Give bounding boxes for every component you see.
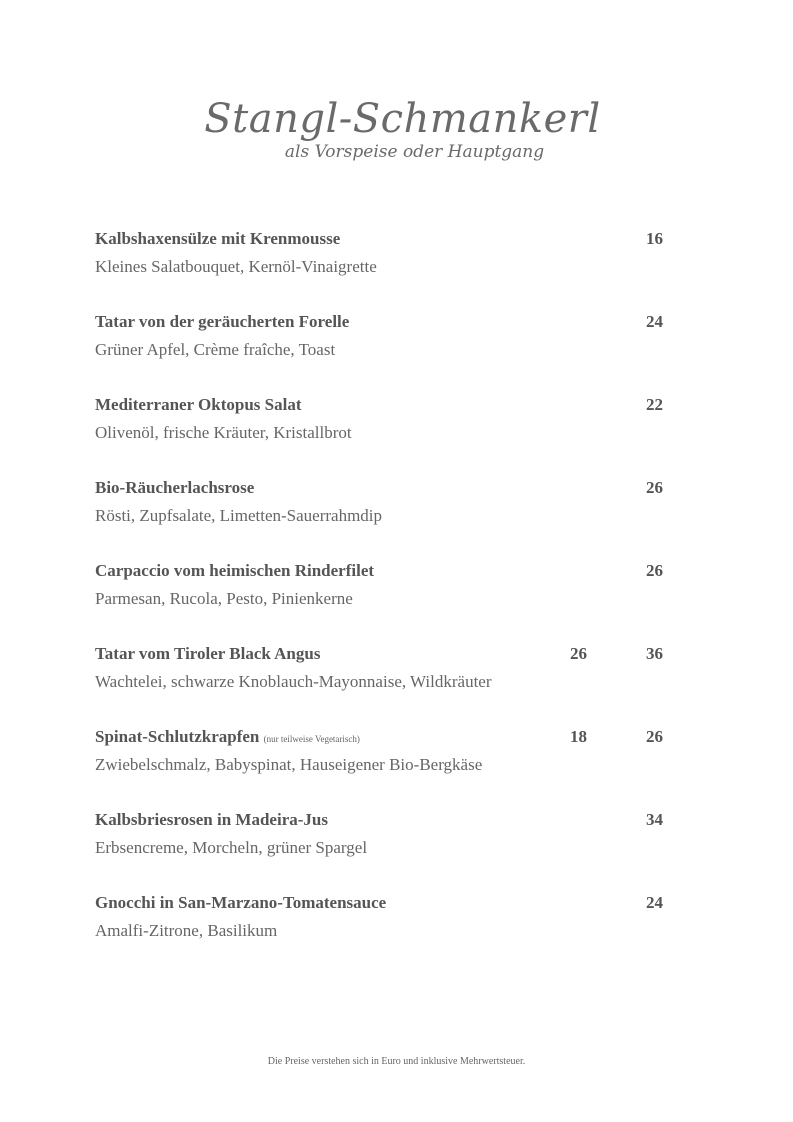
item-name: Bio-Räucherlachsrose — [95, 478, 255, 497]
menu-item — [95, 891, 667, 974]
menu-list — [95, 227, 667, 974]
item-note: (nur teilweise Vegetarisch) — [263, 734, 360, 744]
menu-item — [95, 642, 667, 725]
item-description: Olivenöl, frische Kräuter, Kristallbrot — [95, 423, 352, 442]
item-description: Rösti, Zupfsalate, Limetten-Sauerrahmdip — [95, 506, 383, 525]
menu-item — [95, 476, 667, 559]
item-description: Wachtelei, schwarze Knoblauch-Mayonnaise, Wildkräuter — [95, 672, 492, 691]
item-description: Erbsencreme, Morcheln, grüner Spargel — [95, 838, 368, 857]
price-footnote: Die Preise verstehen sich in Euro und inklusive Mehrwertsteuer. — [267, 1056, 526, 1067]
price-starter: 18 — [570, 727, 587, 746]
page-title: Stangl-Schmankerl — [204, 96, 601, 142]
menu-item — [95, 393, 667, 476]
item-name: Kalbsbriesrosen in Madeira-Jus — [95, 810, 328, 829]
item-description: Zwiebelschmalz, Babyspinat, Hauseigener Bio-Bergkäse — [95, 755, 483, 774]
menu-item — [95, 559, 667, 642]
price-main: 26 — [646, 727, 663, 746]
menu-item — [95, 808, 667, 891]
menu-item — [95, 725, 667, 808]
menu-item — [95, 310, 667, 393]
item-name: Carpaccio vom heimischen Rinderfilet — [95, 561, 375, 580]
price-main: 16 — [646, 229, 663, 248]
item-name: Gnocchi in San-Marzano-Tomatensauce — [95, 893, 387, 912]
item-name: Tatar vom Tiroler Black Angus — [95, 644, 321, 663]
price-starter: 26 — [570, 644, 587, 663]
menu-item — [95, 227, 667, 310]
item-description: Grüner Apfel, Crème fraîche, Toast — [95, 340, 336, 359]
item-name: Mediterraner Oktopus Salat — [95, 395, 302, 414]
price-main: 24 — [646, 312, 663, 331]
item-description: Kleines Salatbouquet, Kernöl-Vinaigrette — [95, 257, 377, 276]
price-main: 24 — [646, 893, 663, 912]
page-subtitle: als Vorspeise oder Hauptgang — [284, 142, 545, 162]
item-name: Spinat-Schlutzkrapfen (nur teilweise Vegetarisch) — [95, 727, 360, 746]
price-main: 26 — [646, 478, 663, 497]
menu-header — [0, 96, 793, 162]
price-main: 34 — [646, 810, 663, 829]
price-main: 36 — [646, 644, 663, 663]
item-name: Kalbshaxensülze mit Krenmousse — [95, 229, 341, 248]
price-main: 22 — [646, 395, 663, 414]
item-description: Parmesan, Rucola, Pesto, Pinienkerne — [95, 589, 353, 608]
item-name: Tatar von der geräucherten Forelle — [95, 312, 350, 331]
price-main: 26 — [646, 561, 663, 580]
item-description: Amalfi-Zitrone, Basilikum — [95, 921, 278, 940]
